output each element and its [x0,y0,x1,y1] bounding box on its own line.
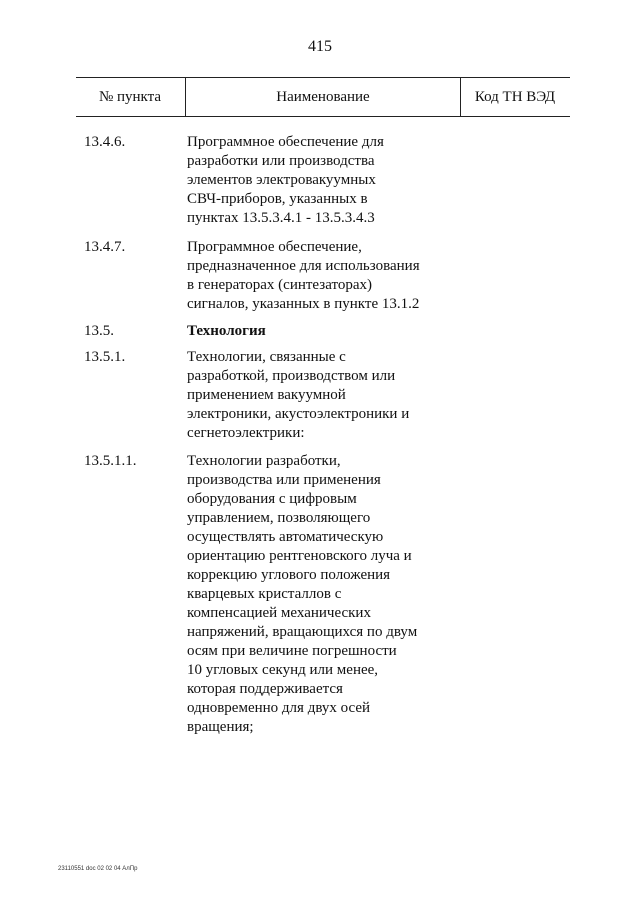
item-number: 13.4.7. [84,239,126,255]
item-name: Технологии разработки, производства или применения оборудования с цифровым управлением, позволяющего осуществлять автоматическую ориентацию рентгеновского луча и коррекцию углового положения кварцевых кристаллов с компенсацией механических напряжений, вращающихся по двум осям при величине погрешности 10 угловых секунд или менее, которая поддерживается одновременно для двух осей вращения; [187,453,418,735]
table-header [76,77,570,117]
column-header-name: Наименование [185,78,461,116]
item-name: Технологии, связанные с разработкой, производством или применением вакуумной электроники, акустоэлектроники и сегнетоэлектрики: [187,349,410,441]
item-number: 13.5.1. [84,349,126,365]
document-footer-code: 23110551 doc 02 02 04 АлПр [58,866,138,872]
page-number: 415 [308,38,332,55]
item-name: Программное обеспечение, предназначенное для использования в генераторах (синтезаторах) сигналов, указанных в пункте 13.1.2 [187,239,420,312]
column-header-code: Код ТН ВЭД [474,89,556,105]
item-number: 13.5. [84,323,114,339]
section-heading: Технология [187,323,266,339]
item-number: 13.5.1.1. [84,453,137,469]
item-number: 13.4.6. [84,134,126,150]
column-header-number: № пункта [98,89,162,105]
item-name: Программное обеспечение для разработки или производства элементов электровакуумных СВЧ-приборов, указанных в пунктах 13.5.3.4.1 - 13.5.3.4.3 [187,134,384,226]
